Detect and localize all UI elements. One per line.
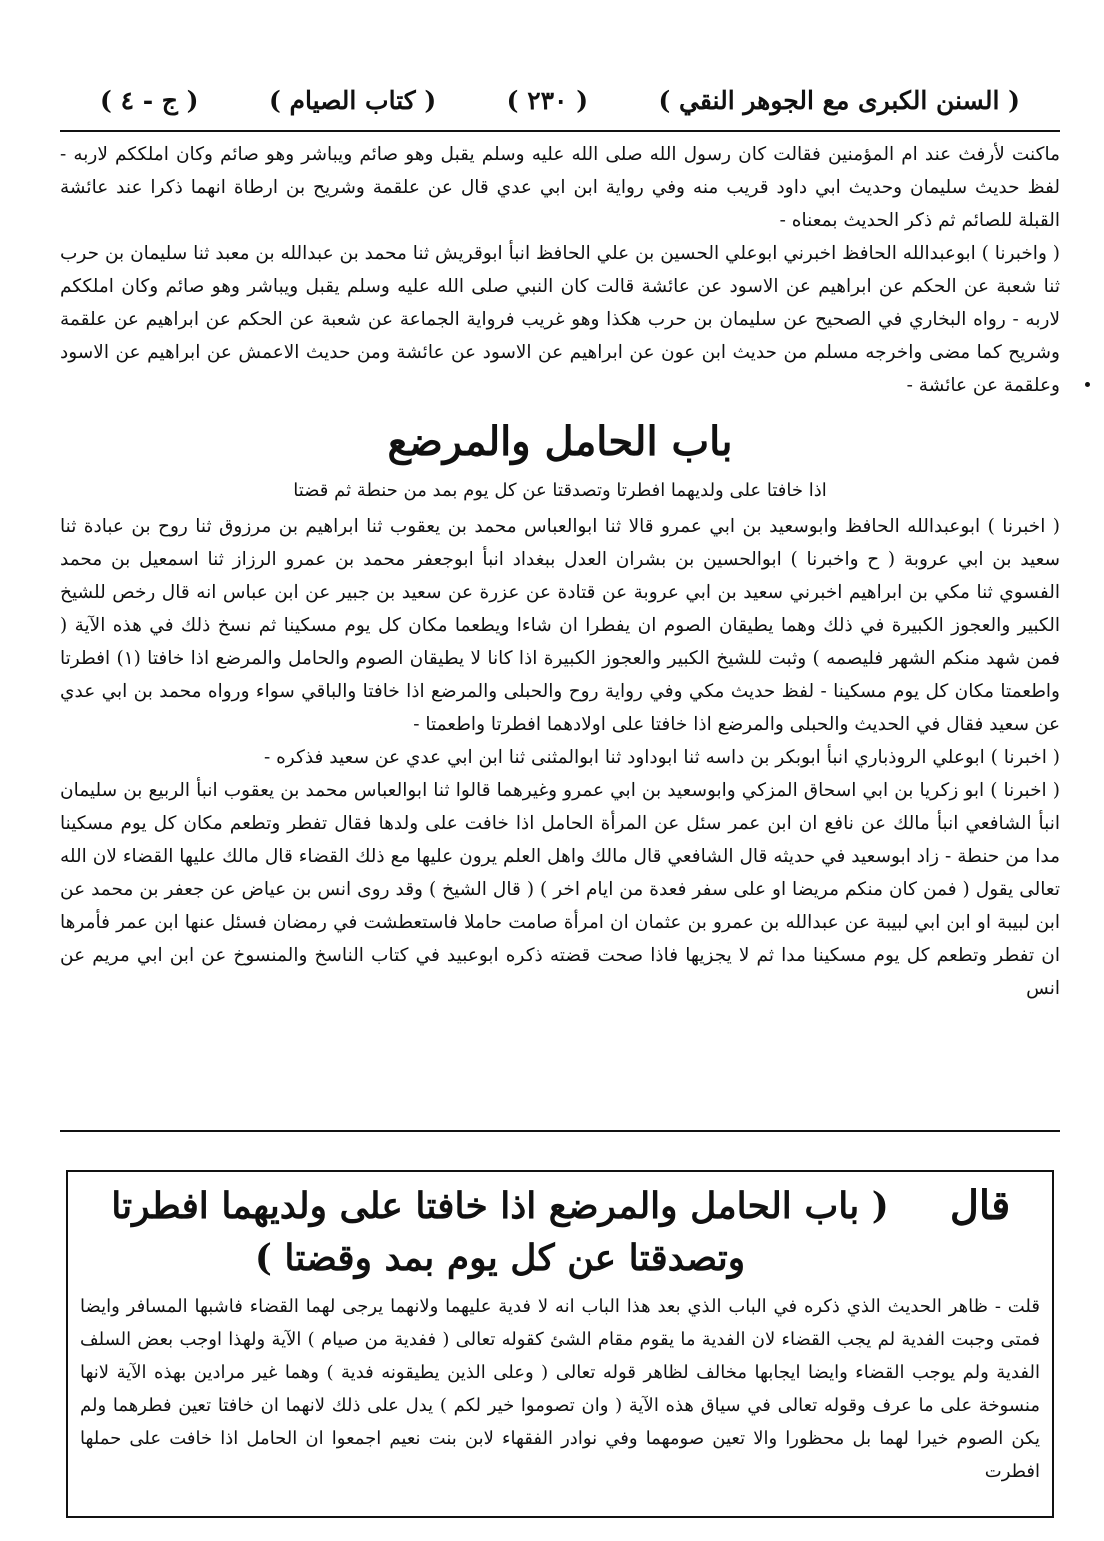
commentary-title-line2: وتصدقتا عن كل يوم بمد وقضتا ) [254, 1237, 746, 1279]
paragraph: ( اخبرنا ) ابوعبدالله الحافظ وابوسعيد بن ابي عمرو قالا ثنا ابوالعباس محمد بن يعقوب ثنا ابراهيم بن مرزوق ثنا روح بن عبادة ثنا سعيد بن ابي عروبة ( ح واخبرنا ) ابوالحسين بن بشران العدل ببغداد انبأ ابوجعفر محمد بن عمرو الرزاز ثنا اسمعيل بن محمد الفسوي ثنا مكي بن ابراهيم اخبرني سعيد بن ابي عروبة عن قتادة عن عزرة عن سعيد بن جبير عن ابن عباس انه قال رخص للشيخ الكبير والعجوز الكبيرة في ذلك وهما يطيقان الصوم ان يفطرا ان شاءا ويطعما مكان كل يوم مسكينا ثم نسخ ذلك في هذه الآية ( فمن شهد منكم الشهر فليصمه ) وثبت للشيخ الكبير والعجوز الكبيرة اذا كانا لا يطيقان الصوم والحامل والمرضع اذا خافتا (١) افطرتا واطعمتا مكان كل يوم مسكينا - لفظ حديث مكي وفي رواية روح والحبلى والمرضع اذا خافتا والباقي سواء ورواه محمد بن ابي عدي عن سعيد فقال في الحديث والحبلى والمرضع اذا خافتا على اولادهما افطرتا واطعمتا - [60, 516, 1060, 735]
chapter-subtitle: اذا خافتا على ولديهما افطرتا وتصدقتا عن كل يوم بمد من حنطة ثم قضتا [293, 480, 827, 501]
header-page-number: ( ٢٣٠ ) [506, 85, 589, 115]
commentary-paragraph: قلت - ظاهر الحديث الذي ذكره في الباب الذي بعد هذا الباب انه لا فدية عليهما ولانهما يرجى لهما القضاء فاشبها المسافر وايضا فمتى وجبت الفدية لم يجب القضاء لان الفدية ما يقوم مقام الشئ كقوله تعالى ( ففدية من صيام ) الآية ولهذا اوجب بعض السلف الفدية ولم يوجب القضاء وايضا ايجابها مخالف لظاهر قوله تعالى ( وعلى الذين يطيقونه فدية ) وهما غير مرادين بهذه الآية لانها منسوخة على ما عرف وقوله تعالى في سياق هذه الآية ( وان تصوموا خير لكم ) يدل على ذلك لانهما ان خافتا تعين فطرهما ولم يكن الصوم خيرا لهما بل محظورا والا تعين صومهما وفي نوادر الفقهاء لابن بنت نعيم اجمعوا ان الحامل اذا خافت على حملها افطرت [80, 1296, 1040, 1482]
header-volume: ( ج - ٤ ) [100, 85, 199, 115]
paragraph: ( اخبرنا ) ابوعلي الروذباري انبأ ابوبكر بن داسه ثنا ابوداود ثنا ابوالمثنى ثنا ابن ابي عدي عن سعيد فذكره - [263, 747, 1060, 768]
commentary-title-line1: ( باب الحامل والمرضع اذا خافتا على ولديهما افطرتا [111, 1185, 889, 1227]
commentary-text [80, 1290, 1040, 1488]
commentary-qal: قال [949, 1182, 1011, 1229]
running-header [100, 78, 1020, 122]
header-rule [60, 130, 1060, 132]
chapter-title: باب الحامل والمرضع [387, 418, 733, 465]
header-title: ( السنن الكبرى مع الجوهر النقي ) [658, 85, 1020, 115]
main-text [60, 138, 1060, 1005]
header-book: ( كتاب الصيام ) [268, 85, 437, 115]
commentary-box [66, 1170, 1054, 1518]
paragraph: ماكنت لأرفث عند ام المؤمنين فقالت كان رسول الله صلى الله عليه وسلم يقبل وهو صائم ويباشر وهو صائم وكان املككم لاربه - لفظ حديث سليمان وحديث ابي داود قريب منه وفي رواية ابن ابي عدي قال عن علقمة وشريح بن ارطاة انهما ذكرا عند عائشة القبلة للصائم ثم ذكر الحديث بمعناه - [60, 144, 1060, 231]
commentary-heading [80, 1180, 1040, 1284]
paragraph: ( اخبرنا ) ابو زكريا بن ابي اسحاق المزكي وابوسعيد بن ابي عمرو وغيرهما قالوا ثنا ابوالعباس محمد بن يعقوب انبأ الربيع بن سليمان انبأ الشافعي انبأ مالك عن نافع ان ابن عمر سئل عن المرأة الحامل اذا خافت على ولدها فقال تفطر وتطعم مكان كل يوم مسكينا مدا من حنطة - زاد ابوسعيد في حديثه قال الشافعي قال مالك واهل العلم يرون عليها مع ذلك القضاء قال مالك عليها القضاء لان الله تعالى يقول ( فمن كان منكم مريضا او على سفر فعدة من ايام اخر ) ( قال الشيخ ) وقد روى انس بن عياض عن جعفر بن محمد عن ابن لبيبة او ابن ابي لبيبة عن عبدالله بن عمرو بن عثمان ان امرأة صامت حاملا فاستعطشت في رمضان فسئل عنها ابن عمر فأمرها ان تفطر وتطعم كل يوم مسكينا مدا ثم لا يجزيها فاذا صحت قضته ذكره ابوعبيد في كتاب الناسخ والمنسوخ عن ابن ابي مريم عن انس [60, 780, 1060, 999]
commentary-title [80, 1180, 920, 1284]
paragraph: ( واخبرنا ) ابوعبدالله الحافظ اخبرني ابوعلي الحسين بن علي الحافظ انبأ ابوقريش ثنا محمد بن عبدالله بن معبد ثنا سليمان بن حرب ثنا شعبة عن الحكم عن ابراهيم عن الاسود عن عائشة قالت كان النبي صلى الله عليه وسلم يقبل ويباشر وهو صائم وكان املككم لاربه - رواه البخاري في الصحيح عن سليمان بن حرب هكذا وهو غريب فرواية الجماعة عن شعبة عن الحكم عن ابراهيم عن علقمة وشريح كما مضى واخرجه مسلم من حديث ابن عون عن ابراهيم عن الاسود عن عائشة ومن حديث الاعمش عن ابراهيم عن الاسود وعلقمة عن عائشة - [60, 243, 1060, 396]
section-divider [60, 1130, 1060, 1132]
page [60, 78, 1060, 1518]
margin-dot [1085, 382, 1090, 387]
